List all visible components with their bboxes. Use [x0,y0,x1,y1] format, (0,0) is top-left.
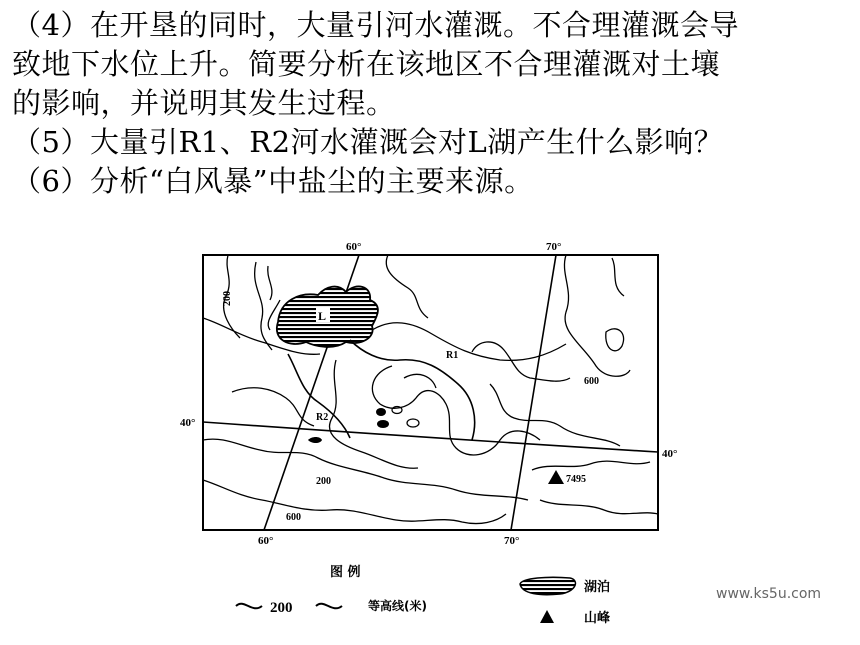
latitude-40-right: 40° [662,448,678,460]
question-4-line-2: 致地下水位上升。简要分析在该地区不合理灌溉对土壤 [12,47,721,81]
longitude-60-bottom: 60° [258,535,274,547]
meridian-70-line [511,255,556,530]
contour-line [203,439,528,500]
legend-contour-value: 200 [270,600,293,616]
watermark: www.ks5u.com [716,586,822,602]
contour-line [372,323,566,361]
contour-line [540,500,658,514]
legend-contour-symbol [236,604,262,609]
lake-label: L [318,309,327,323]
question-4-line-3: 的影响，并说明其发生过程。 [12,86,396,120]
contour-label-600-right: 600 [584,376,599,387]
contour-line [386,255,428,318]
peak-icon [548,470,564,484]
contour-line [372,366,540,455]
contour-label-200-bottom: 200 [316,476,331,487]
contour-line [404,374,436,388]
contour-line [612,258,624,296]
contour-line [329,360,418,468]
legend-contour-symbol [316,604,342,609]
river-r2 [288,354,350,438]
peak-elevation-label: 7495 [566,474,586,485]
legend-lake-symbol [520,577,575,594]
river-r1-label: R1 [446,350,459,361]
legend-peak-label: 山峰 [584,611,611,626]
island-spot [308,437,322,443]
question-6: （6）分析“白风暴”中盐尘的主要来源。 [12,164,534,198]
contour-line [255,262,272,350]
contour-line [606,329,624,351]
contour-lines [203,255,658,524]
legend-title: 图 例 [330,565,361,580]
longitude-60-top: 60° [346,241,362,253]
contour-line [472,342,570,381]
contour-label-200-left: 200 [222,291,233,306]
legend [236,564,610,626]
contour-line [268,266,272,300]
question-4-line-1: （4）在开垦的同时，大量引河水灌溉。不合理灌溉会导 [12,8,739,42]
island-spot [377,420,389,428]
contour-line [203,480,506,524]
contour-label-600-bottom: 600 [286,512,301,523]
contour-line [490,384,620,446]
legend-lake-label: 湖泊 [584,580,611,595]
contour-line [564,255,630,376]
island-outline [407,419,419,427]
river-r2-label: R2 [316,412,329,423]
legend-peak-symbol [540,610,554,623]
longitude-70-bottom: 70° [504,535,520,547]
latitude-40-left: 40° [180,417,196,429]
question-5: （5）大量引R1、R2河水灌溉会对L湖产生什么影响？ [12,125,724,159]
longitude-70-top: 70° [546,241,562,253]
contour-line [532,461,650,470]
island-spot [376,408,386,416]
legend-contour-label: 等高线(米) [368,599,427,613]
